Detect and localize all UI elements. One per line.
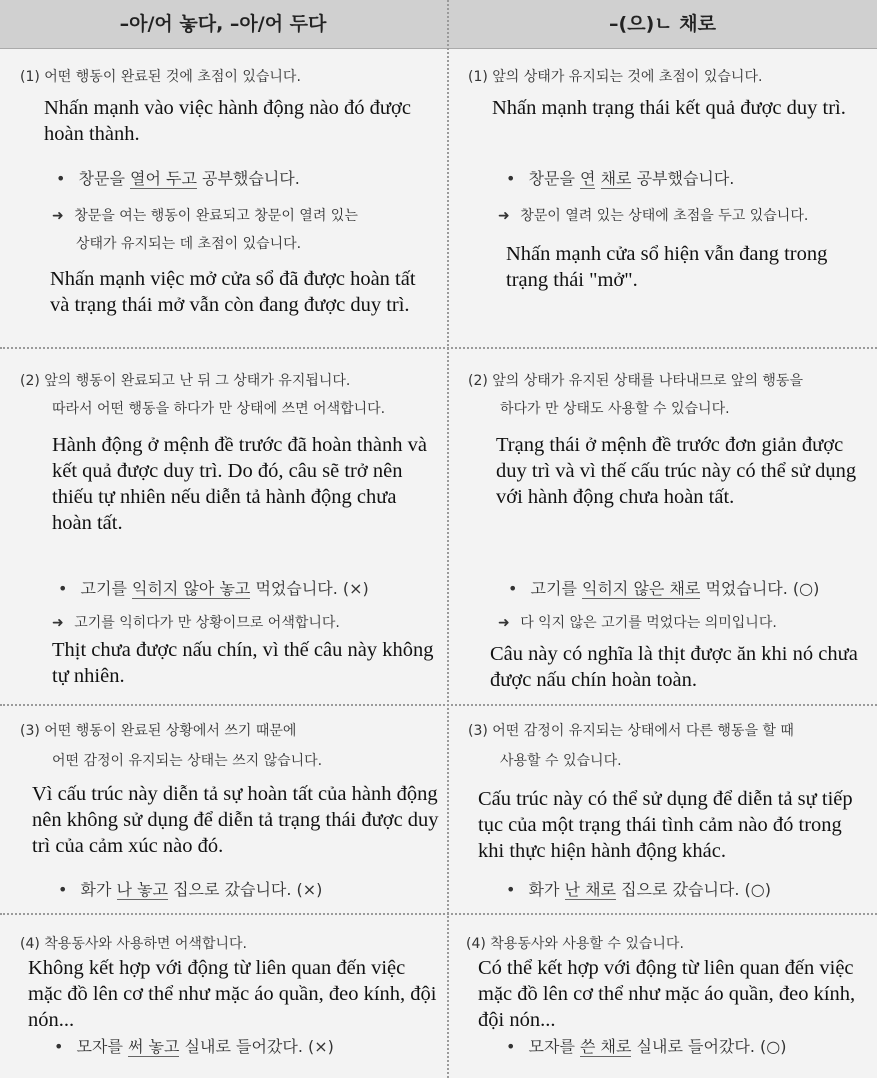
example-underlined: 써 놓고: [128, 1037, 180, 1056]
example-underlined: 연: [580, 169, 596, 188]
example-post: 공부했습니다.: [196, 169, 300, 188]
bullet: •: [506, 1037, 516, 1056]
example-sentence: [506, 1034, 786, 1057]
example-post: 공부했습니다.: [631, 169, 735, 188]
example-sentence: [506, 166, 734, 189]
example-post: 집으로 갔습니다. (○): [616, 880, 771, 899]
example-pre: 화가: [80, 880, 117, 899]
column-divider: [447, 0, 449, 1078]
point-text: (4) 착용동사와 사용하면 어색합니다.: [20, 936, 247, 952]
example-post: 실내로 들어갔다. (×): [179, 1037, 334, 1056]
bullet: •: [58, 880, 68, 899]
example-pre: 창문을: [78, 169, 130, 188]
note-line-2: 상태가 유지되는 데 초점이 있습니다.: [76, 236, 302, 252]
note-line-1: [498, 612, 777, 632]
example-pre: 모자를: [76, 1037, 128, 1056]
example-pre: 화가: [528, 880, 565, 899]
example-sentence: [508, 576, 819, 599]
bullet: •: [506, 880, 516, 899]
example-pre: 고기를: [80, 579, 132, 598]
point-line-2: 사용할 수 있습니다.: [500, 753, 622, 769]
vi-point-translation: Vì cấu trúc này diễn tả sự hoàn tất của hành động nên không sử dụng để diễn tả trạng thái được duy trì của cảm xúc nào đó.: [32, 783, 439, 857]
vi-point-translation: Nhấn mạnh vào việc hành động nào đó được hoàn thành.: [44, 97, 411, 145]
example-underlined: 난 채로: [564, 880, 616, 899]
example-pre: 고기를: [530, 579, 582, 598]
point-text: (1) 앞의 상태가 유지되는 것에 초점이 있습니다.: [468, 69, 763, 85]
example-sentence: [54, 1034, 334, 1057]
example-post: 먹었습니다. (○): [700, 579, 820, 598]
example-post: 집으로 갔습니다. (×): [168, 880, 323, 899]
example-post: 실내로 들어갔다. (○): [631, 1037, 787, 1056]
point-text: (4) 착용동사와 사용할 수 있습니다.: [466, 936, 684, 952]
example-sentence: [56, 166, 300, 189]
example-sentence: [506, 877, 771, 900]
point-line-1: (2) 앞의 행동이 완료되고 난 뒤 그 상태가 유지됩니다.: [20, 373, 351, 389]
vi-point-translation: Không kết hợp với động từ liên quan đến việc mặc đồ lên cơ thể như mặc áo quần, đeo kính, đội nón...: [28, 957, 437, 1031]
example-pre: 창문을: [528, 169, 580, 188]
arrow-icon: ➜: [52, 615, 64, 631]
vi-note-translation: Thịt chưa được nấu chín, vì thế câu này không tự nhiên.: [52, 639, 434, 687]
vi-note-translation: Câu này có nghĩa là thịt được ăn khi nó chưa được nấu chín hoàn toàn.: [490, 643, 858, 691]
point-line-2: 어떤 감정이 유지되는 상태는 쓰지 않습니다.: [52, 753, 323, 769]
bullet: •: [58, 579, 68, 598]
arrow-icon: ➜: [52, 208, 64, 224]
table-header: [0, 0, 877, 49]
bullet: •: [54, 1037, 64, 1056]
row-divider: [0, 347, 877, 349]
example-underlined: 나 놓고: [116, 880, 168, 899]
note-line-1: [498, 205, 808, 225]
example-pre: 모자를: [528, 1037, 580, 1056]
example-mid: [595, 169, 600, 188]
bullet: •: [56, 169, 66, 188]
bullet: •: [506, 169, 516, 188]
vi-point-translation: Nhấn mạnh trạng thái kết quả được duy trì.: [492, 97, 846, 119]
example-underlined: 열어 두고: [130, 169, 197, 188]
point-line-1: (3) 어떤 행동이 완료된 상황에서 쓰기 때문에: [20, 723, 297, 739]
example-sentence: [58, 877, 322, 900]
example-underlined: 채로: [600, 169, 632, 188]
example-post: 먹었습니다. (×): [250, 579, 369, 598]
arrow-icon: ➜: [498, 615, 510, 631]
note-line-1: [52, 205, 358, 225]
note-line-1: [52, 612, 340, 632]
example-sentence: [58, 576, 369, 599]
vi-point-translation: Hành động ở mệnh đề trước đã hoàn thành và kết quả được duy trì. Do đó, câu sẽ trở nên thiếu tự nhiên nếu diễn tả hành động chưa hoàn tất.: [52, 434, 427, 534]
vi-point-translation: Trạng thái ở mệnh đề trước đơn giản được duy trì và vì thế cấu trúc này có thể sử dụng với hành động chưa hoàn tất.: [496, 434, 857, 508]
row-divider: [0, 704, 877, 706]
example-underlined: 익히지 않은 채로: [582, 579, 701, 598]
point-line-2: 따라서 어떤 행동을 하다가 만 상태에 쓰면 어색합니다.: [52, 401, 386, 417]
arrow-icon: ➜: [498, 208, 510, 224]
note-text: 창문을 여는 행동이 완료되고 창문이 열려 있는: [74, 208, 358, 224]
note-text: 고기를 익히다가 만 상황이므로 어색합니다.: [74, 615, 340, 631]
note-text: 다 익지 않은 고기를 먹었다는 의미입니다.: [520, 615, 777, 631]
example-underlined: 쓴 채로: [580, 1037, 632, 1056]
right-column-title: –(으)ㄴ 채로: [609, 13, 716, 35]
vi-note-translation: Nhấn mạnh cửa sổ hiện vẫn đang trong trạng thái "mở".: [506, 243, 828, 291]
note-text: 창문이 열려 있는 상태에 초점을 두고 있습니다.: [520, 208, 809, 224]
point-text: (1) 어떤 행동이 완료된 것에 초점이 있습니다.: [20, 69, 301, 85]
left-column-title: –아/어 놓다, –아/어 두다: [119, 13, 327, 35]
vi-point-translation: Cấu trúc này có thể sử dụng để diễn tả sự tiếp tục của một trạng thái tình cảm nào đó trong khi thực hiện hành động khác.: [478, 788, 853, 862]
row-divider: [0, 913, 877, 915]
point-line-1: (3) 어떤 감정이 유지되는 상태에서 다른 행동을 할 때: [468, 723, 794, 739]
example-underlined: 익히지 않아 놓고: [132, 579, 251, 598]
vi-point-translation: Có thể kết hợp với động từ liên quan đến việc mặc đồ lên cơ thể như mặc áo quần, đeo kính, đội nón...: [478, 957, 856, 1031]
vi-note-translation: Nhấn mạnh việc mở cửa sổ đã được hoàn tất và trạng thái mở vẫn còn đang được duy trì.: [50, 268, 416, 316]
point-line-1: (2) 앞의 상태가 유지된 상태를 나타내므로 앞의 행동을: [468, 373, 803, 389]
point-line-2: 하다가 만 상태도 사용할 수 있습니다.: [500, 401, 730, 417]
bullet: •: [508, 579, 518, 598]
